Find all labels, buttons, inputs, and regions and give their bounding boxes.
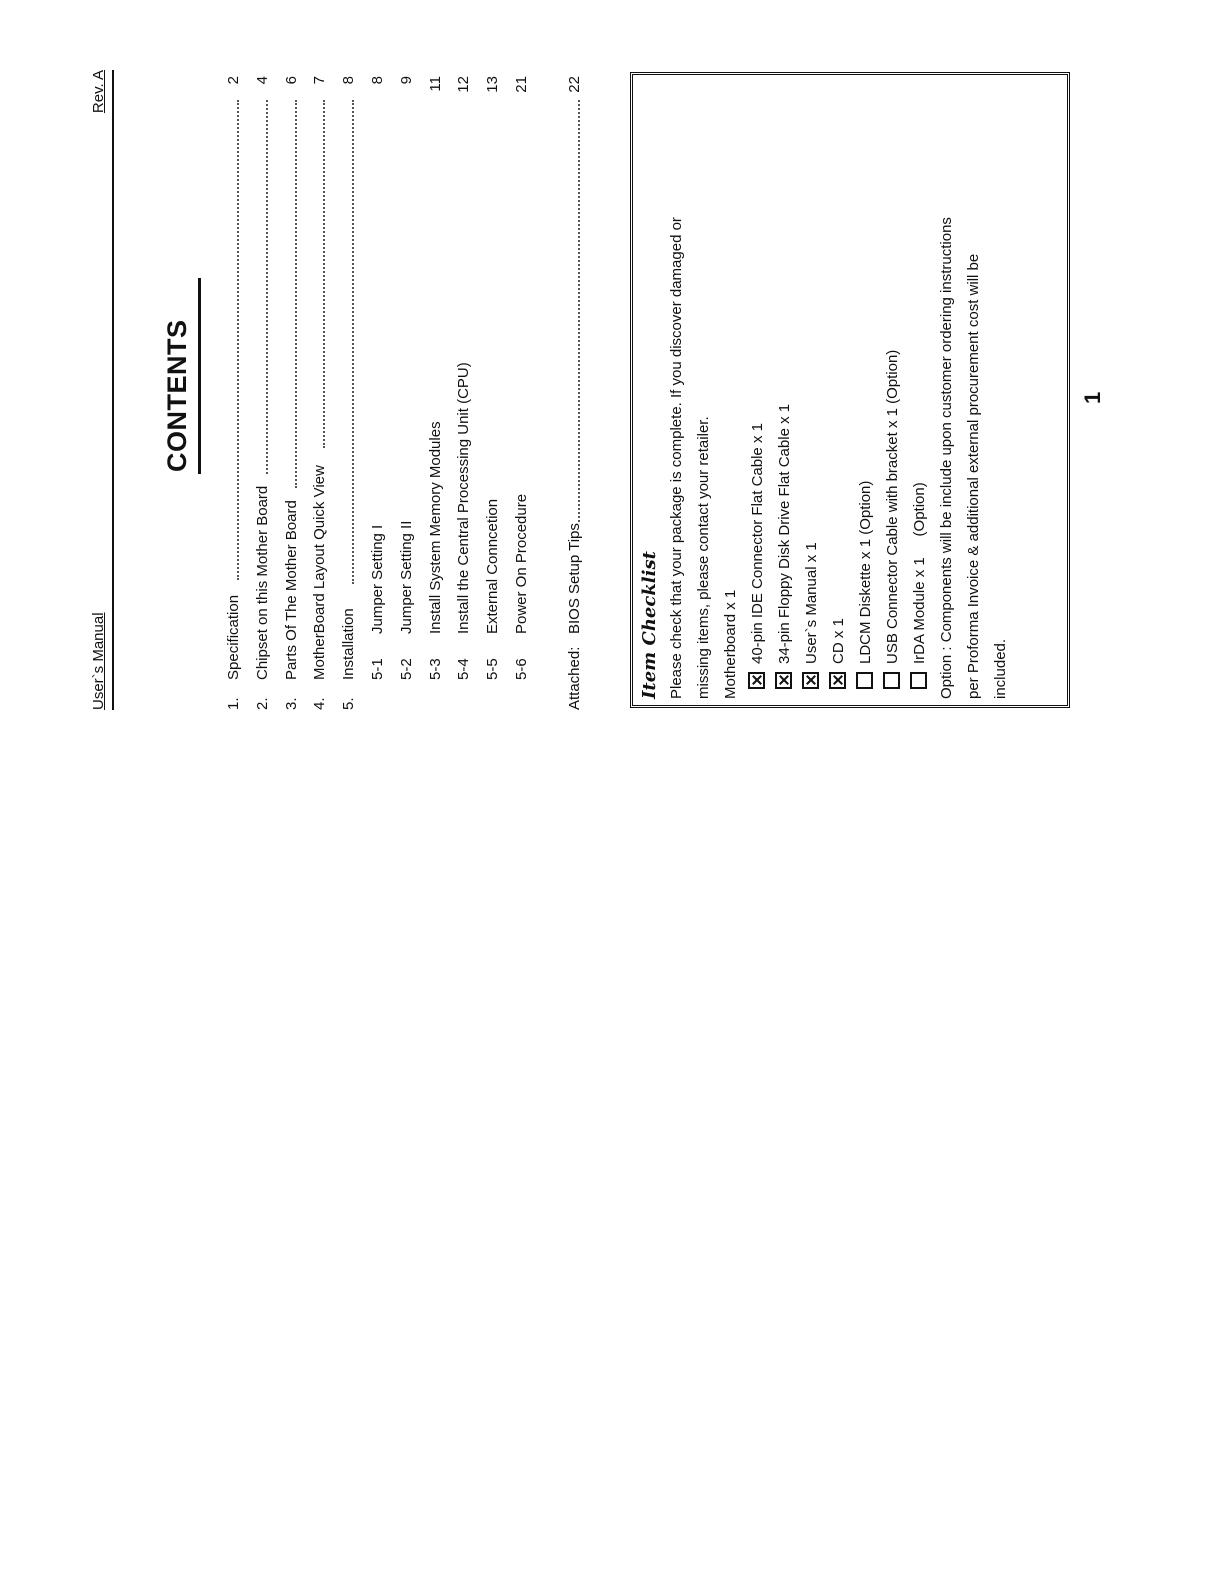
checklist-intro-line: missing items, please contact your retailer. xyxy=(695,416,712,699)
toc-subnumber: 5-5 xyxy=(484,658,502,680)
toc-page: 6 xyxy=(282,76,300,85)
toc-row xyxy=(422,70,451,710)
checklist-motherboard: Motherboard x 1 xyxy=(722,589,739,699)
page-header xyxy=(90,70,114,710)
toc-number: 1. xyxy=(225,697,242,710)
checklist-item xyxy=(879,81,906,699)
checklist-item xyxy=(771,81,798,699)
toc-row xyxy=(364,70,393,710)
table-of-contents xyxy=(220,70,590,710)
checklist-intro-line: Please check that your package is complete. If you discover damaged or xyxy=(668,217,685,699)
toc-page: 11 xyxy=(426,76,444,92)
toc-number: 5. xyxy=(340,697,358,710)
toc-page: 8 xyxy=(368,76,386,85)
toc-row xyxy=(220,70,249,710)
toc-subnumber: 5-1 xyxy=(368,658,386,680)
checklist-option-line: Option : Components will be include upon customer ordering instructions xyxy=(938,217,955,699)
checked-box-icon xyxy=(748,672,765,689)
toc-row xyxy=(249,70,278,710)
toc-subnumber: 5-3 xyxy=(426,658,444,680)
checked-box-icon xyxy=(775,672,792,689)
checklist-item xyxy=(744,81,771,699)
toc-entry-text: Specification xyxy=(225,594,242,680)
toc-row xyxy=(306,70,335,710)
toc-entry-text: Chipset on this Mother Board xyxy=(253,485,271,680)
toc-row xyxy=(479,70,508,710)
toc-page: 8 xyxy=(340,76,358,85)
checklist-item xyxy=(906,81,933,699)
toc-entry-text: Parts Of The Mother Board xyxy=(282,500,300,680)
toc-leader xyxy=(323,100,325,448)
checked-box-icon xyxy=(802,672,819,689)
attached-label: Attached: xyxy=(565,646,583,710)
toc-entry-text: Jumper Setting II xyxy=(397,520,415,634)
checklist-item-label: LDCM Diskette x 1 (Option) xyxy=(857,480,874,664)
toc-entry-text: Power On Procedure xyxy=(512,493,530,634)
toc-entry-text: MotherBoard Layout Quick View xyxy=(311,465,329,680)
checklist-item-label: IrDA Module x 1 (Option) xyxy=(911,482,928,664)
toc-leader xyxy=(266,100,268,474)
toc-subnumber: 5-2 xyxy=(397,658,415,680)
toc-number: 2. xyxy=(253,697,271,710)
empty-box-icon xyxy=(856,672,873,689)
toc-entry-text: Install System Memory Modules xyxy=(426,421,444,634)
toc-page: 13 xyxy=(484,76,502,93)
toc-leader xyxy=(578,100,580,522)
toc-page: 2 xyxy=(225,76,242,85)
header-rule xyxy=(112,70,114,710)
manual-title: User`s Manual xyxy=(90,612,107,710)
toc-subnumber: 5-4 xyxy=(455,658,473,680)
toc-entry-text: Install the Central Processing Unit (CPU) xyxy=(455,362,473,634)
checklist-item xyxy=(825,81,852,699)
checklist-item xyxy=(798,81,825,699)
empty-box-icon xyxy=(910,672,927,689)
toc-leader xyxy=(352,100,354,584)
page-number: 1 xyxy=(1080,391,1105,404)
toc-subnumber: 5-6 xyxy=(512,658,530,680)
checklist-item-label: User`s Manual x 1 xyxy=(803,542,820,664)
toc-page: 7 xyxy=(311,76,329,85)
toc-entry-text: BIOS Setup Tips xyxy=(565,523,583,634)
checklist-title: Item Checklist xyxy=(639,551,660,699)
toc-page: 12 xyxy=(455,76,473,93)
toc-number: 3. xyxy=(282,697,300,710)
toc-row xyxy=(450,70,479,710)
toc-leader xyxy=(237,100,239,580)
checklist-option-line: included. xyxy=(992,638,1009,699)
toc-number: 4. xyxy=(311,697,329,710)
rotated-page xyxy=(60,70,1105,710)
revision-label: Rev. A xyxy=(90,70,107,114)
toc-page: 22 xyxy=(565,76,583,93)
toc-leader xyxy=(295,100,297,488)
checklist-item-label: CD x 1 xyxy=(830,618,847,664)
toc-entry-text: External Conncetion xyxy=(484,498,502,634)
checked-box-icon xyxy=(829,672,846,689)
toc-row xyxy=(508,70,537,710)
checklist-option-line: per Proforma Invoice & additional external procurement cost will be xyxy=(965,253,982,699)
checklist-item xyxy=(852,81,879,699)
toc-row xyxy=(393,70,422,710)
toc-page: 4 xyxy=(253,76,271,85)
page-title: CONTENTS xyxy=(162,319,192,472)
toc-row-attached xyxy=(561,70,590,710)
toc-page: 9 xyxy=(397,76,415,85)
checklist-item-label: 34-pin Floppy Disk Drive Flat Cable x 1 xyxy=(776,403,793,664)
checklist-item-label: 40-pin IDE Connector Flat Cable x 1 xyxy=(749,423,766,664)
toc-page: 21 xyxy=(512,76,530,93)
toc-entry-text: Installation xyxy=(340,608,358,680)
title-underline xyxy=(198,278,201,474)
toc-row xyxy=(335,70,364,710)
toc-entry-text: Jumper Setting I xyxy=(368,524,386,634)
checklist-item-label: USB Connector Cable with bracket x 1 (Option) xyxy=(884,349,901,664)
item-checklist-box xyxy=(630,72,1070,708)
empty-box-icon xyxy=(883,672,900,689)
toc-row xyxy=(278,70,307,710)
